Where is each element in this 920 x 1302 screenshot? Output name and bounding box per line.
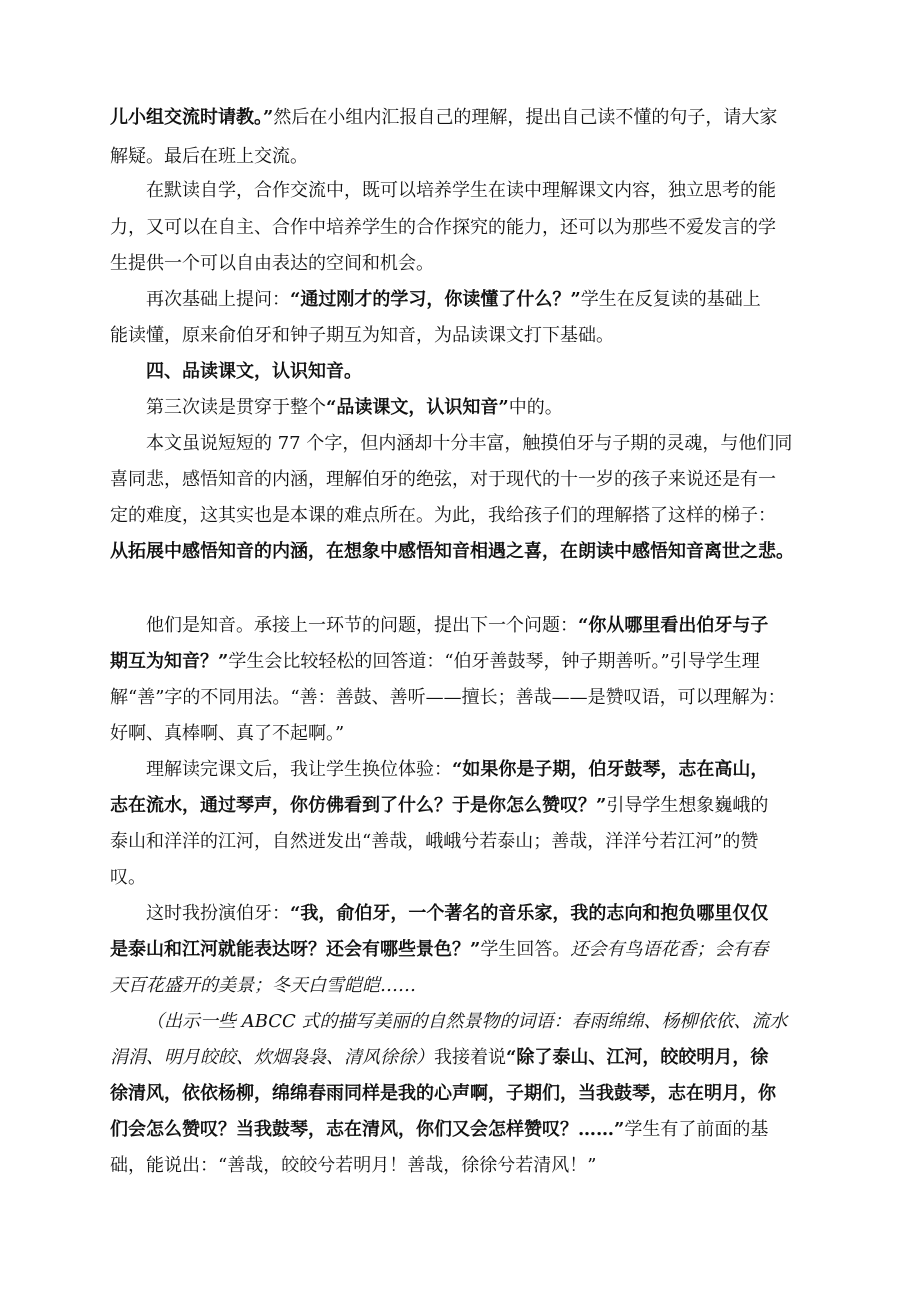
bold-quote: 是泰山和江河就能表达呀？还会有哪些景色？” — [110, 939, 481, 960]
text: 学生回答。 — [480, 939, 571, 960]
text: 好啊、真棒啊、真了不起啊。” — [110, 723, 345, 744]
text-line — [110, 501, 776, 531]
paragraph-start — [146, 429, 792, 459]
text: 再次基础上提问： — [146, 289, 290, 310]
text-line — [110, 647, 760, 677]
bold-question: “如果你是子期，伯牙鼓琴，志在高山， — [452, 759, 769, 780]
italic-text: 还会有鸟语花香；会有春 — [570, 939, 769, 960]
text: 础，能说出：“善哉，皎皎兮若明月！善哉，徐徐兮若清风！” — [110, 1155, 597, 1176]
text-line — [110, 142, 308, 172]
text: 泰山和洋洋的江河，自然迸发出“善哉，峨峨兮若泰山；善哉，洋洋兮若江河”的赞 — [110, 831, 759, 852]
bold-text: “品读课文，认识知音” — [326, 397, 509, 418]
text-line — [110, 321, 614, 351]
bold-quote: 们会怎么赞叹？当我鼓琴，志在清风，你们又会怎样赞叹？……” — [110, 1119, 625, 1140]
italic-text: 天百花盛开的美景；冬天白雪皑皑…… — [110, 975, 416, 996]
text-line — [110, 935, 768, 965]
text: 学生在反复读的基础上 — [580, 289, 761, 310]
paragraph-start — [146, 899, 768, 929]
text: 理解读完课文后，我让学生换位体验： — [146, 759, 452, 780]
text-line — [110, 537, 794, 567]
text-line — [110, 249, 434, 279]
text: 中的。 — [508, 397, 563, 418]
text: 然后在小组内汇报自己的理解，提出自己读不懂的句子，请大家 — [273, 107, 778, 128]
bold-quote: “除了泰山、江河，皎皎明月，徐 — [506, 1047, 769, 1068]
text-line — [110, 863, 146, 893]
bold-quote: 徐清风，依依杨柳，绵绵春雨同样是我的心声啊，子期们，当我鼓琴，志在明月，你 — [110, 1083, 776, 1104]
text: 学生会比较轻松的回答道：“伯牙善鼓琴，钟子期善听。”引导学生理 — [228, 651, 760, 672]
text-line — [110, 827, 758, 857]
text-line — [110, 971, 416, 1001]
text-line — [110, 683, 786, 713]
italic-text: （出示一些 ABCC 式的描写美丽的自然景物的词语：春雨绵绵、杨柳依依、流水 — [146, 1011, 788, 1032]
text: 叹。 — [110, 867, 146, 888]
text: 喜同悲，感悟知音的内涵，理解伯牙的绝弦，对于现代的十一岁的孩子来说还是有一 — [110, 469, 776, 490]
paragraph-start — [146, 755, 768, 785]
text: 他们是知音。承接上一环节的问题，提出下一个问题： — [146, 615, 578, 636]
italic-text: 涓涓、明月皎皎、炊烟袅袅、清风徐徐） — [110, 1047, 434, 1068]
text-line — [110, 719, 344, 749]
paragraph-start — [146, 1007, 788, 1037]
text-line — [110, 1079, 776, 1109]
text: 生提供一个可以自由表达的空间和机会。 — [110, 253, 434, 274]
paragraph-start — [146, 176, 776, 206]
text-line — [110, 465, 776, 495]
text-line — [110, 1115, 768, 1145]
text: 第三次读是贯穿于整个 — [146, 397, 326, 418]
bold-question: 志在流水，通过琴声，你仿佛看到了什么？于是你怎么赞叹？” — [110, 795, 607, 816]
text: 学生有了前面的基 — [624, 1119, 769, 1140]
text-line — [110, 103, 777, 133]
text: 解“善”字的不同用法。“善：善鼓、善听——擅长；善哉——是赞叹语，可以理解为： — [110, 687, 786, 708]
bold-text: 从拓展中感悟知音的内涵，在想象中感悟知音相遇之喜，在朗读中感悟知音离世之悲。 — [110, 541, 794, 562]
bold-question: “你从哪里看出伯牙与子 — [578, 615, 769, 636]
text-line — [110, 791, 768, 821]
bold-question: “通过刚才的学习，你读懂了什么？” — [290, 289, 581, 310]
text-line — [110, 213, 776, 243]
text: 这时我扮演伯牙： — [146, 903, 290, 924]
paragraph-start — [146, 611, 768, 641]
bold-question: 期互为知音？” — [110, 651, 229, 672]
text: 引导学生想象巍峨的 — [606, 795, 769, 816]
text: 本文虽说短短的 77 个字，但内涵却十分丰富，触摸伯牙与子期的灵魂，与他们同 — [146, 433, 793, 454]
bold-quote: “我，俞伯牙，一个著名的音乐家，我的志向和抱负哪里仅仅 — [290, 903, 769, 924]
section-heading — [146, 357, 362, 387]
paragraph-start — [146, 285, 761, 315]
text: 在默读自学，合作交流中，既可以培养学生在读中理解课文内容，独立思考的能 — [146, 180, 776, 201]
text: 能读懂，原来俞伯牙和钟子期互为知音，为品读课文打下基础。 — [110, 325, 614, 346]
text-line — [110, 1151, 596, 1181]
bold-text: 儿小组交流时请教。” — [110, 107, 274, 128]
heading-text: 四、品读课文，认识知音。 — [146, 361, 362, 382]
text: 解疑。最后在班上交流。 — [110, 146, 308, 167]
text: 力，又可以在自主、合作中培养学生的合作探究的能力，还可以为那些不爱发言的学 — [110, 217, 776, 238]
text: 我接着说 — [434, 1047, 506, 1068]
paragraph-start — [146, 393, 563, 423]
text-line — [110, 1043, 768, 1073]
text: 定的难度，这其实也是本课的难点所在。为此，我给孩子们的理解搭了这样的梯子： — [110, 505, 776, 526]
